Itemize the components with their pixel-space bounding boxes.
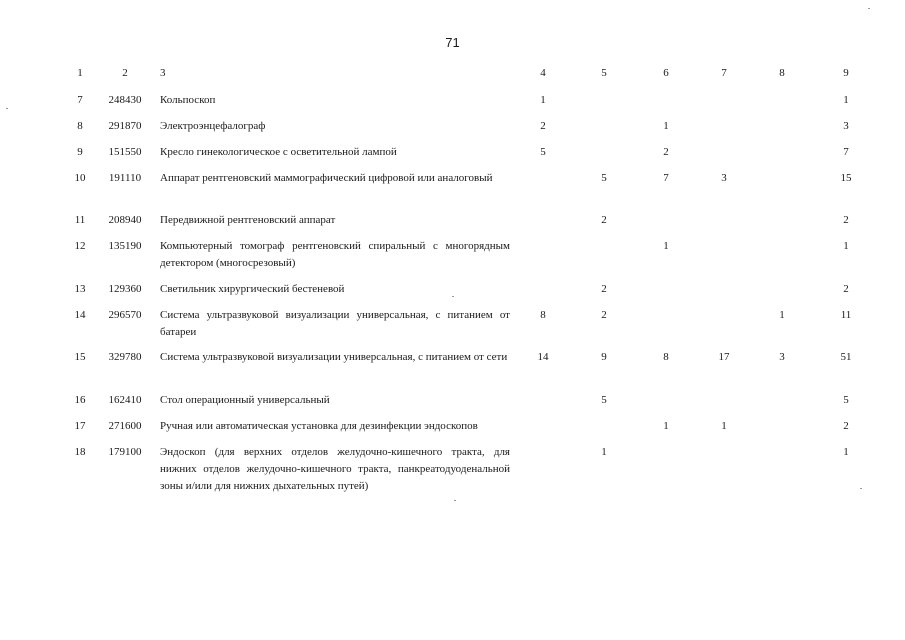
row-col-4: 14 bbox=[537, 351, 549, 363]
row-number: 17 bbox=[74, 420, 86, 432]
scan-speck bbox=[868, 8, 870, 9]
row-col-8: 3 bbox=[779, 351, 785, 363]
row-col-9: 51 bbox=[840, 351, 852, 363]
row-number: 7 bbox=[77, 94, 83, 106]
row-name: Электроэнцефалограф bbox=[160, 120, 266, 132]
row-col-5: 2 bbox=[601, 283, 607, 295]
row-number: 16 bbox=[74, 394, 86, 406]
row-col-4: 2 bbox=[540, 120, 546, 132]
row-col-9: 2 bbox=[843, 420, 849, 432]
header-col-6: 6 bbox=[663, 67, 669, 79]
row-col-5: 2 bbox=[601, 309, 607, 321]
row-col-6: 1 bbox=[663, 120, 669, 132]
row-col-8: 1 bbox=[779, 309, 785, 321]
row-name: Компьютерный томограф рентгеновский спиральный с многорядным детектором (многосрезовый) bbox=[160, 240, 510, 269]
row-number: 12 bbox=[74, 240, 86, 252]
row-col-7: 17 bbox=[718, 351, 730, 363]
row-col-9: 7 bbox=[843, 146, 849, 158]
row-col-9: 1 bbox=[843, 446, 849, 458]
row-col-6: 1 bbox=[663, 420, 669, 432]
row-col-4: 5 bbox=[540, 146, 546, 158]
row-code: 271600 bbox=[108, 420, 142, 432]
row-name: Стол операционный универсальный bbox=[160, 394, 330, 406]
row-name: Светильник хирургический бестеневой bbox=[160, 283, 345, 295]
row-col-9: 2 bbox=[843, 283, 849, 295]
header-col-3: 3 bbox=[160, 67, 166, 79]
row-col-4: 8 bbox=[540, 309, 546, 321]
row-col-6: 8 bbox=[663, 351, 669, 363]
header-col-5: 5 bbox=[601, 67, 607, 79]
header-col-7: 7 bbox=[721, 67, 727, 79]
row-col-5: 9 bbox=[601, 351, 607, 363]
row-col-9: 15 bbox=[840, 172, 852, 184]
row-col-9: 1 bbox=[843, 240, 849, 252]
row-code: 135190 bbox=[108, 240, 142, 252]
row-col-9: 1 bbox=[843, 94, 849, 106]
row-col-9: 3 bbox=[843, 120, 849, 132]
row-col-5: 5 bbox=[601, 394, 607, 406]
scan-speck bbox=[6, 108, 8, 109]
row-code: 296570 bbox=[108, 309, 142, 321]
header-col-4: 4 bbox=[540, 67, 546, 79]
row-col-9: 5 bbox=[843, 394, 849, 406]
row-col-5: 2 bbox=[601, 214, 607, 226]
row-number: 18 bbox=[74, 446, 86, 458]
row-code: 191110 bbox=[108, 172, 142, 184]
row-number: 14 bbox=[74, 309, 86, 321]
row-number: 11 bbox=[74, 214, 86, 226]
row-col-6: 1 bbox=[663, 240, 669, 252]
row-col-9: 2 bbox=[843, 214, 849, 226]
row-col-7: 3 bbox=[721, 172, 727, 184]
page-number: 71 bbox=[445, 35, 460, 50]
row-number: 15 bbox=[74, 351, 86, 363]
row-number: 13 bbox=[74, 283, 86, 295]
row-name: Кольпоскоп bbox=[160, 94, 216, 106]
row-code: 162410 bbox=[108, 394, 142, 406]
row-name: Ручная или автоматическая установка для дезинфекции эндоскопов bbox=[160, 420, 478, 432]
row-code: 151550 bbox=[108, 146, 142, 158]
row-col-5: 5 bbox=[601, 172, 607, 184]
row-code: 329780 bbox=[108, 351, 142, 363]
row-code: 179100 bbox=[108, 446, 142, 458]
row-number: 9 bbox=[77, 146, 83, 158]
row-col-9: 11 bbox=[840, 309, 852, 321]
row-col-7: 1 bbox=[721, 420, 727, 432]
row-code: 208940 bbox=[108, 214, 142, 226]
row-name: Аппарат рентгеновский маммографический цифровой или аналоговый bbox=[160, 172, 493, 184]
header-col-9: 9 bbox=[843, 67, 849, 79]
row-number: 8 bbox=[77, 120, 83, 132]
scan-speck bbox=[452, 296, 454, 297]
row-code: 129360 bbox=[108, 283, 142, 295]
header-col-8: 8 bbox=[779, 67, 785, 79]
row-code: 248430 bbox=[108, 94, 142, 106]
row-col-6: 7 bbox=[663, 172, 669, 184]
row-name: Передвижной рентгеновский аппарат bbox=[160, 214, 336, 226]
row-name: Система ультразвуковой визуализации универсальная, с питанием от батареи bbox=[160, 309, 510, 338]
scan-speck bbox=[454, 500, 456, 501]
row-name: Эндоскоп (для верхних отделов желудочно-кишечного тракта, для нижних отделов желудочно-кишечного тракта, панкреатодуоденальной зоны и/или для нижних дыхательных путей) bbox=[160, 446, 510, 492]
row-col-4: 1 bbox=[540, 94, 546, 106]
row-name: Кресло гинекологическое с осветительной лампой bbox=[160, 146, 397, 158]
header-col-2: 2 bbox=[122, 67, 128, 79]
row-number: 10 bbox=[74, 172, 86, 184]
row-name: Система ультразвуковой визуализации универсальная, с питанием от сети bbox=[160, 351, 508, 363]
row-col-6: 2 bbox=[663, 146, 669, 158]
header-col-1: 1 bbox=[77, 67, 83, 79]
row-col-5: 1 bbox=[601, 446, 607, 458]
row-code: 291870 bbox=[108, 120, 142, 132]
scan-speck bbox=[860, 488, 862, 489]
